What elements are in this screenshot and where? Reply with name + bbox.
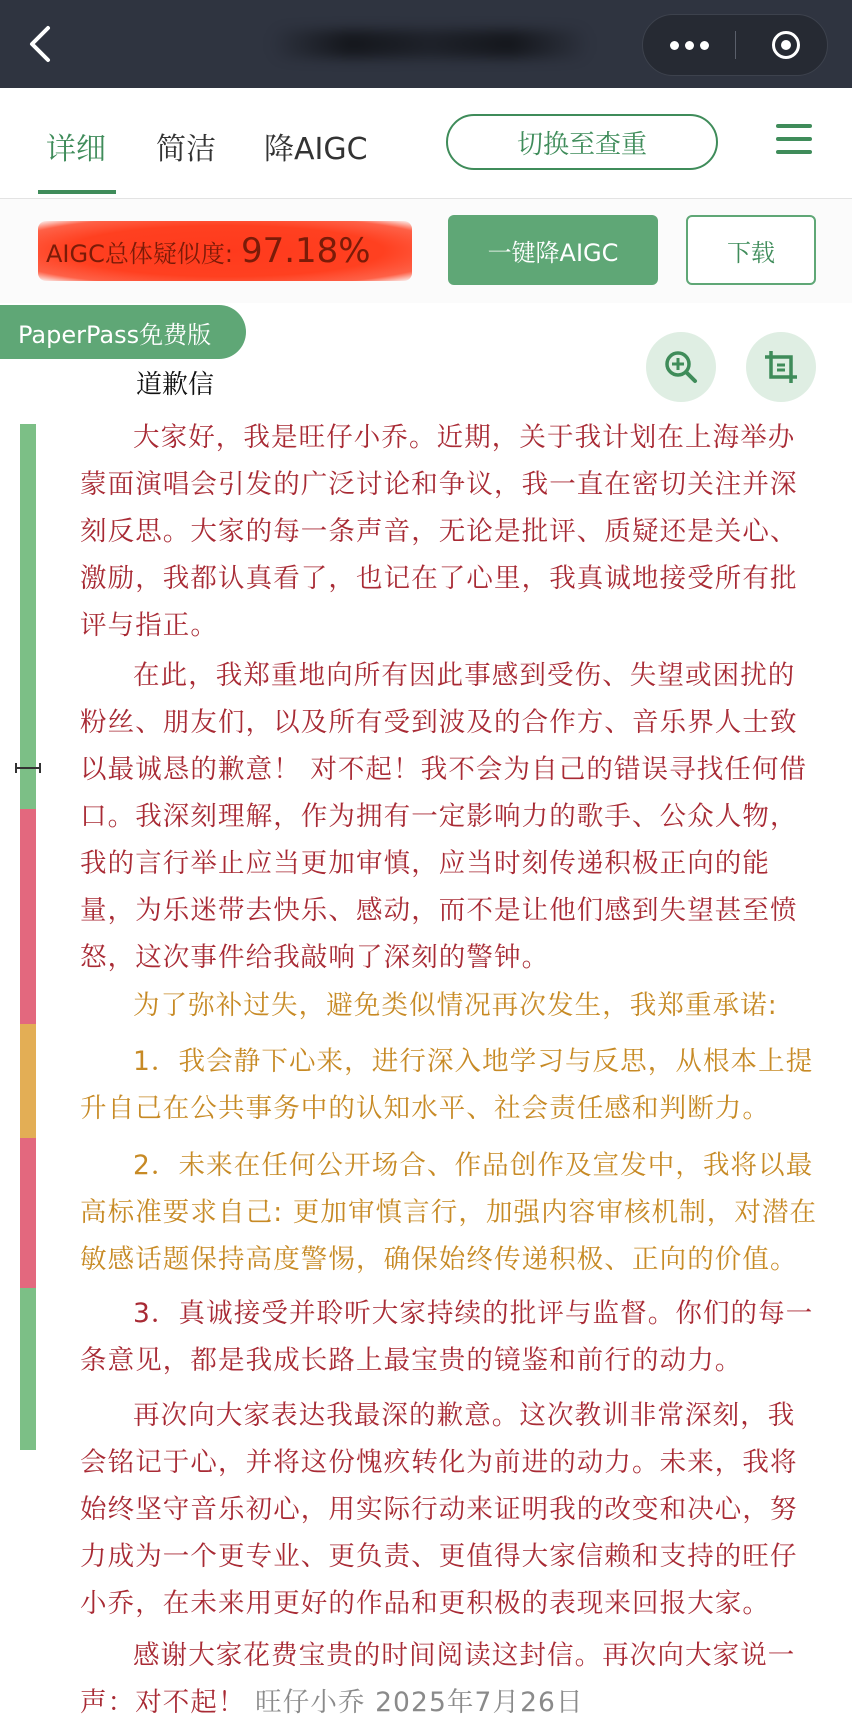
crop-icon[interactable] bbox=[746, 332, 816, 402]
zoom-in-icon[interactable] bbox=[646, 332, 716, 402]
menu-icon[interactable] bbox=[776, 124, 812, 156]
paragraph: 3．真诚接受并聆听大家持续的批评与监督。你们的每一条意见，都是我成长路上最宝贵的镜鉴和前行的动力。 bbox=[80, 1298, 814, 1376]
paragraph: 在此，我郑重地向所有因此事感到受伤、失望或困扰的粉丝、朋友们，以及所有受到波及的合作方、音乐界人士致以最诚恳的歉意！ 对不起！我不会为自己的错误寻找任何借口。我深刻理解，作为拥有一定影响力的歌手、公众人物，我的言行举止应当更加审慎，应当时刻传递积极正向的能量，为乐迷带去快乐、感动，而不是让他们感到失望甚至愤怒，这次事件给我敲响了深刻的警钟。 bbox=[80, 660, 808, 973]
close-target-icon[interactable] bbox=[743, 15, 829, 75]
paragraph: 为了弥补过失，避免类似情况再次发生，我郑重承诺: bbox=[133, 990, 778, 1021]
closing-paragraph bbox=[80, 1632, 820, 1726]
download-button[interactable]: 下载 bbox=[686, 215, 816, 285]
title-bar bbox=[0, 0, 852, 88]
active-tab-indicator bbox=[38, 190, 116, 194]
more-dots-icon[interactable] bbox=[643, 15, 735, 75]
score-bar bbox=[0, 199, 852, 303]
aigc-score-highlight bbox=[38, 221, 412, 281]
aigc-score-label: AIGC总体疑似度: bbox=[46, 239, 233, 268]
indicator-segment-green bbox=[20, 1288, 36, 1450]
tab-simple[interactable]: 简洁 bbox=[156, 132, 216, 167]
tab-bar bbox=[0, 88, 852, 199]
blurred-title bbox=[270, 30, 590, 58]
indicator-segment-red bbox=[20, 1138, 36, 1288]
one-click-reduce-aigc-button[interactable]: 一键降AIGC bbox=[448, 215, 658, 285]
closing-text: 感谢大家花费宝贵的时间阅读这封信。再次向大家说一声：对不起！ bbox=[80, 1640, 796, 1718]
signature: 旺仔小乔 2025年7月26日 bbox=[255, 1687, 584, 1718]
paragraph: 2．未来在任何公开场合、作品创作及宣发中，我将以最高标准要求自己: 更加审慎言行，加强内容审核机制，对潜在敏感话题保持高度警惕，确保始终传递积极、正向的价值。 bbox=[80, 1150, 818, 1275]
tab-reduce-aigc[interactable]: 降AIGC bbox=[264, 132, 368, 167]
free-version-badge: PaperPass免费版 bbox=[0, 305, 246, 359]
capsule-divider bbox=[735, 31, 736, 59]
scroll-position-marker[interactable] bbox=[14, 758, 42, 768]
paragraph: 再次向大家表达我最深的歉意。这次教训非常深刻，我会铭记于心，并将这份愧疚转化为前进的动力。未来，我将始终坚守音乐初心，用实际行动来证明我的改变和决心，努力成为一个更专业、更负责、更值得大家信赖和支持的旺仔小乔，在未来用更好的作品和更积极的表现来回报大家。 bbox=[80, 1400, 798, 1619]
indicator-segment-red bbox=[20, 809, 36, 1024]
paragraph: 大家好，我是旺仔小乔。近期，关于我计划在上海举办蒙面演唱会引发的广泛讨论和争议，我一直在密切关注并深刻反思。大家的每一条声音，无论是批评、质疑还是关心、激励，我都认真看了，也记在了心里，我真诚地接受所有批评与指正。 bbox=[80, 422, 798, 641]
back-arrow-icon[interactable] bbox=[22, 22, 62, 66]
miniapp-capsule bbox=[642, 14, 828, 76]
indicator-segment-green bbox=[20, 424, 36, 809]
tab-detail[interactable]: 详细 bbox=[46, 132, 106, 167]
switch-to-plagiarism-check-button[interactable]: 切换至查重 bbox=[446, 114, 718, 170]
indicator-segment-orange bbox=[20, 1024, 36, 1138]
document-title: 道歉信 bbox=[136, 370, 215, 400]
paragraph: 1．我会静下心来，进行深入地学习与反思，从根本上提升自己在公共事务中的认知水平、社会责任感和判断力。 bbox=[80, 1046, 814, 1124]
aigc-score-value: 97.18% bbox=[240, 231, 371, 271]
